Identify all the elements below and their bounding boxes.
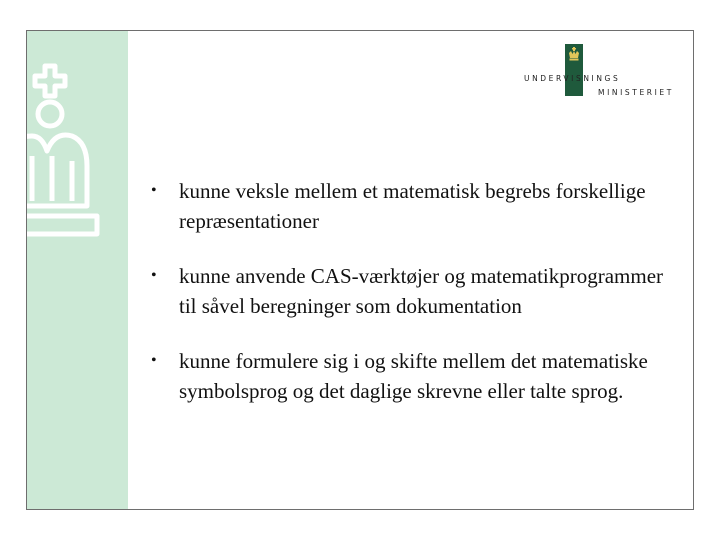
bullet-item — [151, 346, 671, 406]
bullet-dot-icon: • — [151, 182, 157, 199]
bullet-text: kunne formulere sig i og skifte mellem det matematiske symbolsprog og det daglige skrevne eller talte sprog. — [179, 349, 648, 403]
slide — [26, 30, 694, 510]
bullet-list — [151, 176, 671, 431]
crown-icon — [568, 47, 580, 61]
bullet-text: kunne veksle mellem et matematisk begrebs forskellige repræsentationer — [179, 179, 646, 233]
side-band — [27, 31, 128, 509]
bullet-dot-icon: • — [151, 267, 157, 284]
ministry-logo — [524, 44, 684, 104]
logo-text-line1: UNDERVISNINGS — [524, 74, 621, 83]
crown-watermark-icon — [27, 56, 128, 246]
bullet-item — [151, 261, 671, 321]
bullet-dot-icon: • — [151, 352, 157, 369]
logo-text-line2: MINISTERIET — [598, 88, 674, 97]
bullet-text: kunne anvende CAS-værktøjer og matematikprogrammer til såvel beregninger som dokumentation — [179, 264, 664, 318]
bullet-item — [151, 176, 671, 236]
